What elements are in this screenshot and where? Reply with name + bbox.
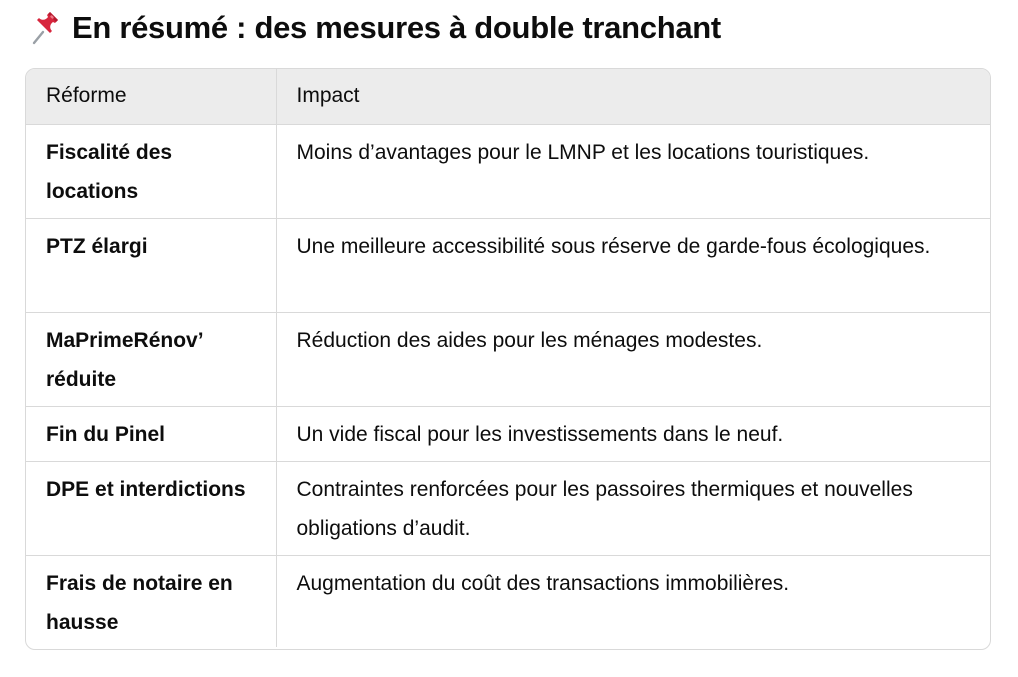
column-header-impact: Impact [276,69,990,124]
table-header-row [26,69,990,124]
reform-cell: DPE et interdictions [26,461,276,555]
pushpin-icon [28,10,62,46]
impact-cell: Réduction des aides pour les ménages modestes. [276,312,990,406]
impact-cell: Augmentation du coût des transactions immobilières. [296,571,790,595]
impact-cell: Moins d’avantages pour le LMNP et les locations touristiques. [276,124,990,218]
summary-table [25,68,991,650]
reform-cell: Fiscalité des locations [26,124,276,218]
reform-cell: PTZ élargi [26,218,276,312]
reform-cell: Fin du Pinel [26,406,276,461]
table-row [26,124,990,218]
table-row [26,406,990,461]
impact-cell: Une meilleure accessibilité sous réserve de garde-fous écologiques. [276,218,990,312]
table-row [26,555,990,647]
impact-cell: Contraintes renforcées pour les passoires thermiques et nouvelles obligations d’audit. [276,461,990,555]
table-row [26,312,990,406]
column-header-reforme: Réforme [26,69,276,124]
table-row [26,461,990,555]
page-heading [28,6,721,50]
reform-cell: Frais de notaire en hausse [26,555,276,647]
reform-cell: MaPrimeRénov’ réduite [26,312,276,406]
heading-text: En résumé : des mesures à double tranchant [72,10,721,45]
impact-cell: Un vide fiscal pour les investissements dans le neuf. [276,406,990,461]
table-row [26,218,990,312]
